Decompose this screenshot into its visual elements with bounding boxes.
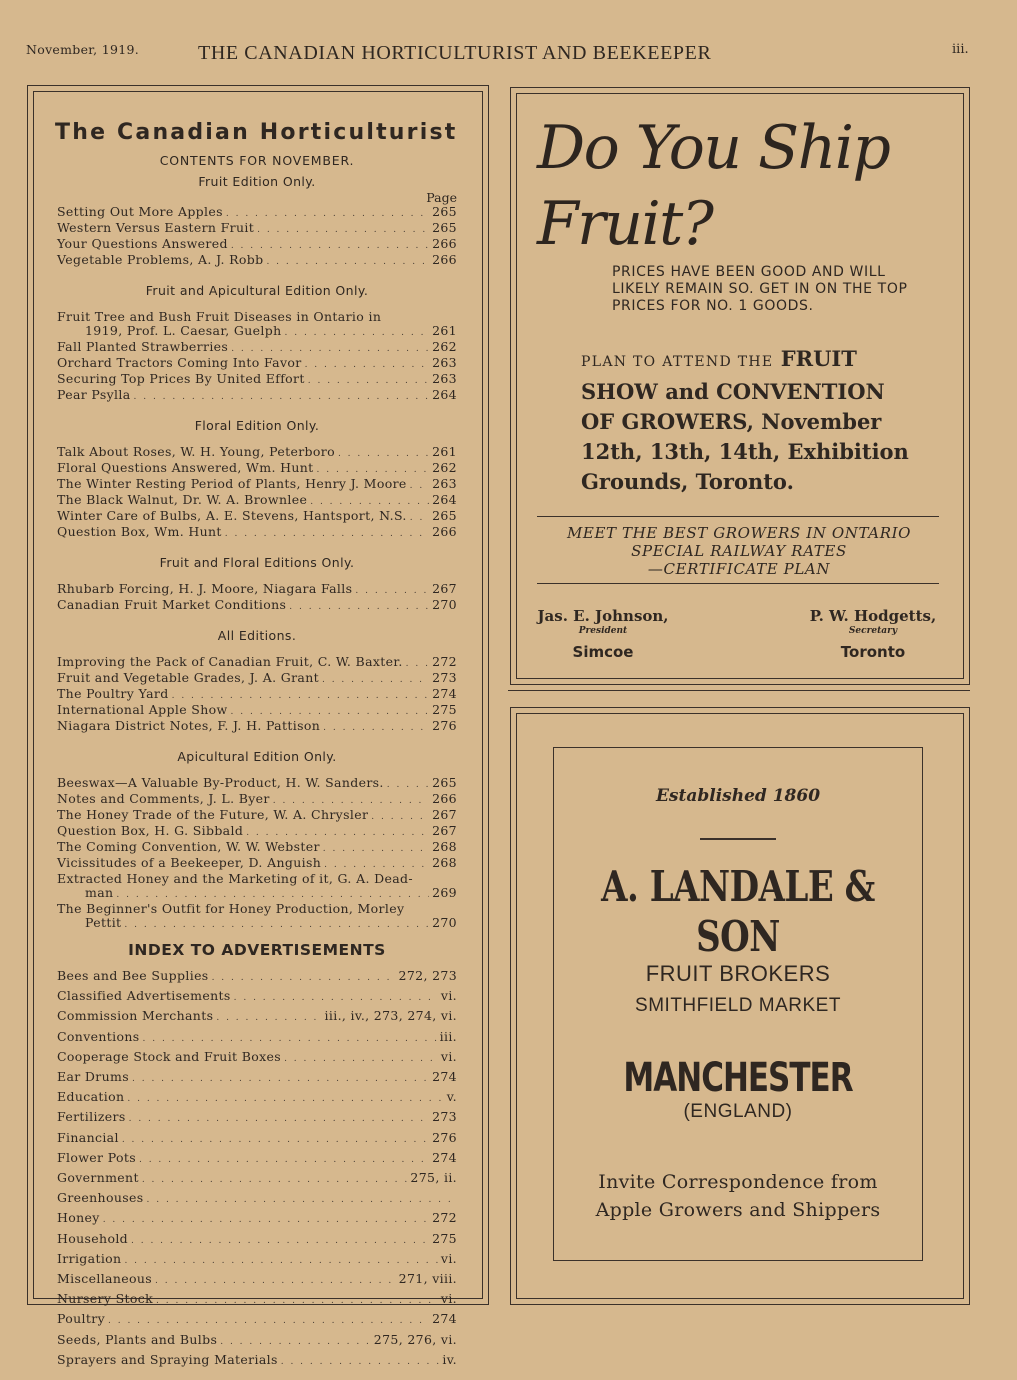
entry-page: 263	[432, 476, 457, 491]
entry-page: vi.	[440, 1291, 457, 1307]
section-heading: Fruit Edition Only.	[198, 174, 316, 189]
entry-page: 263	[432, 355, 457, 370]
entry-page: vi.	[440, 1250, 457, 1266]
secretary-city: Toronto	[840, 643, 906, 661]
contents-entry	[57, 1209, 457, 1229]
contents-entry	[57, 872, 457, 902]
contents-entry	[57, 655, 457, 671]
prices-notice: PRICES HAVE BEEN GOOD AND WILL LIKELY REMAIN SO. GET IN ON THE TOP PRICES FOR NO. 1 GOODS.	[612, 264, 908, 314]
contents-entry	[57, 1048, 457, 1068]
meet-line: SPECIAL RAILWAY RATES	[631, 542, 847, 560]
entry-title: Notes and Comments, J. L. Byer	[57, 791, 270, 806]
entry-title: Orchard Tractors Coming Into Favor	[57, 355, 302, 370]
secretary-name: P. W. Hodgetts,	[809, 607, 937, 625]
leader-dots	[122, 1132, 429, 1149]
leader-dots	[323, 721, 429, 735]
entry-title: Miscellaneous	[57, 1271, 153, 1287]
entry-title: Niagara District Notes, F. J. H. Pattison	[57, 718, 321, 733]
entry-page: 267	[432, 807, 457, 822]
entry-page: 276	[432, 718, 457, 733]
leader-dots	[246, 826, 429, 840]
entry-page: v.	[446, 1089, 457, 1105]
leader-dots	[355, 584, 429, 598]
entry-title: Fruit Tree and Bush Fruit Diseases in Ontario in	[57, 309, 382, 324]
contents-entry	[57, 509, 457, 525]
contents-entry	[57, 1129, 457, 1149]
entry-page: 265	[432, 220, 457, 235]
entry-title: Nursery Stock	[57, 1291, 154, 1307]
leader-dots	[127, 1091, 443, 1108]
entry-page: 262	[432, 460, 457, 475]
entry-title: Winter Care of Bulbs, A. E. Stevens, Hantsport, N.S.	[57, 508, 407, 523]
leader-dots	[305, 358, 430, 372]
contents-entry	[57, 792, 457, 808]
meet-rule-bottom	[537, 583, 939, 584]
entry-page: 266	[432, 252, 457, 267]
entry-title: Extracted Honey and the Marketing of it, G. A. Dead-	[57, 871, 413, 886]
entry-title: Bees and Bee Supplies	[57, 968, 209, 983]
leader-dots	[216, 1010, 321, 1027]
leader-dots	[323, 842, 429, 856]
entry-page: 266	[432, 524, 457, 539]
president-block	[533, 607, 673, 661]
contents-entry	[57, 808, 457, 824]
leader-dots	[308, 374, 429, 388]
contents-entry	[57, 1331, 457, 1351]
entry-title: Canadian Fruit Market Conditions	[57, 597, 287, 612]
president-name: Jas. E. Johnson,	[537, 607, 669, 625]
advertiser-index	[57, 967, 457, 1371]
entry-title: Household	[57, 1230, 129, 1246]
entry-page: 275, 276, vi.	[373, 1331, 457, 1347]
entry-title-cont: man	[85, 885, 114, 900]
leader-dots	[284, 1051, 438, 1068]
leader-dots	[155, 1273, 396, 1290]
contents-entry	[57, 967, 457, 987]
contents-entry	[57, 582, 457, 598]
section-heading: Apicultural Edition Only.	[177, 749, 337, 764]
entry-page: 273	[432, 1109, 457, 1125]
show-announcement	[581, 344, 911, 497]
entry-page: 264	[432, 492, 457, 507]
entry-title: International Apple Show	[57, 702, 228, 717]
contents-entry	[57, 776, 457, 792]
leader-dots	[322, 673, 429, 687]
contents-entry	[57, 1250, 457, 1270]
entry-page: iii.	[439, 1028, 457, 1044]
entry-page: 276	[432, 1129, 457, 1145]
contents-entry	[57, 671, 457, 687]
market-line: SMITHFIELD MARKET	[635, 995, 841, 1016]
contents-entry	[57, 598, 457, 614]
entry-page: 263	[432, 371, 457, 386]
leader-dots	[134, 390, 430, 404]
entry-page: 273	[432, 670, 457, 685]
issue-date: November, 1919.	[26, 42, 140, 57]
president-role: President	[578, 626, 628, 636]
entry-page: iv.	[442, 1351, 457, 1367]
entry-continuation	[57, 886, 457, 902]
contents-entry	[57, 987, 457, 1007]
entry-page: 274	[432, 1069, 457, 1085]
entry-page: 267	[432, 823, 457, 838]
contents-entry	[57, 824, 457, 840]
contents-entry	[57, 205, 457, 221]
contents-entry	[57, 340, 457, 356]
leader-dots	[273, 794, 429, 808]
entry-page: 274	[432, 1149, 457, 1165]
entry-title: Question Box, Wm. Hunt	[57, 524, 222, 539]
entry-page: 262	[432, 339, 457, 354]
contents-entry	[57, 493, 457, 509]
entry-title: Greenhouses	[57, 1190, 144, 1206]
entry-page: iii., iv., 273, 274, vi.	[324, 1008, 457, 1024]
contents-entry	[57, 356, 457, 372]
entry-page: 265	[432, 508, 457, 523]
ad-headline-line1: Do You Ship	[537, 113, 890, 183]
entry-title: Government	[57, 1170, 139, 1186]
contents-entry	[57, 253, 457, 269]
leader-dots	[172, 689, 429, 703]
entry-title: Floral Questions Answered, Wm. Hunt	[57, 460, 314, 475]
firm-city: MANCHESTER	[623, 1054, 853, 1102]
contents-entry	[57, 1068, 457, 1088]
leader-dots	[103, 1212, 429, 1229]
secretary-block	[800, 607, 946, 661]
entry-title: Your Questions Answered	[57, 236, 228, 251]
entry-title: Talk About Roses, W. H. Young, Peterboro	[57, 444, 335, 459]
entry-page: 272	[432, 1210, 457, 1226]
entry-page: 268	[432, 855, 457, 870]
leader-dots	[231, 342, 429, 356]
entry-page: 267	[432, 581, 457, 596]
entry-title: Ear Drums	[57, 1069, 129, 1085]
leader-dots	[226, 207, 429, 221]
leader-dots	[143, 1031, 437, 1048]
entry-page: 266	[432, 791, 457, 806]
entry-title: Question Box, H. G. Sibbald	[57, 823, 244, 838]
entry-continuation	[57, 324, 457, 340]
contents-entry	[57, 1149, 457, 1169]
entry-page: 268	[432, 839, 457, 854]
leader-dots	[410, 511, 429, 525]
president-city: Simcoe	[572, 643, 634, 661]
leader-dots	[289, 600, 429, 614]
meet-line: MEET THE BEST GROWERS IN ONTARIO	[566, 524, 912, 542]
contents-entry	[57, 445, 457, 461]
entry-title: The Beginner's Outfit for Honey Production, Morley	[57, 901, 405, 916]
leader-dots	[108, 1313, 429, 1330]
section-entries	[57, 205, 457, 269]
entry-title: Fall Planted Strawberries	[57, 339, 229, 354]
contents-entry	[57, 372, 457, 388]
leader-dots	[156, 1293, 438, 1310]
invite-line: Invite Correspondence from	[598, 1171, 878, 1193]
contents-entry	[57, 1088, 457, 1108]
contents-entry	[57, 1230, 457, 1250]
contents-entry	[57, 840, 457, 856]
entry-page: 269	[432, 885, 457, 900]
leader-dots	[234, 990, 438, 1007]
leader-dots	[231, 705, 430, 719]
table-of-contents	[57, 120, 457, 1371]
leader-dots	[124, 1253, 437, 1270]
entry-title: Flower Pots	[57, 1149, 136, 1165]
leader-dots	[139, 1152, 429, 1169]
established-rule	[700, 838, 776, 840]
leader-dots	[310, 495, 429, 509]
plan-details: FRUIT SHOW and CONVENTION OF GROWERS, November 12th, 13th, 14th, Exhibition Grounds, Toronto.	[581, 346, 909, 494]
entry-title: Beeswax—A Valuable By-Product, H. W. Sanders.	[57, 775, 384, 790]
entry-page: 275	[432, 702, 457, 717]
contents-entry	[57, 856, 457, 872]
leader-dots	[371, 810, 429, 824]
contents-entry	[57, 461, 457, 477]
contents-entry	[57, 477, 457, 493]
entry-page: 275	[432, 1230, 457, 1246]
section-heading: Fruit and Floral Editions Only.	[159, 555, 355, 570]
page-column-label: Page	[426, 190, 457, 205]
entry-page: vi.	[440, 988, 457, 1004]
entry-title: Setting Out More Apples	[57, 204, 223, 219]
entry-page: 274	[432, 686, 457, 701]
section-heading: Fruit and Apicultural Edition Only.	[145, 283, 369, 298]
leader-dots	[147, 1192, 454, 1209]
leader-dots	[132, 1071, 429, 1088]
entry-page: 272	[432, 654, 457, 669]
contents-entry	[57, 687, 457, 703]
entry-title: Conventions	[57, 1028, 140, 1044]
entry-page: 264	[432, 387, 457, 402]
entry-title: Fruit and Vegetable Grades, J. A. Grant	[57, 670, 319, 685]
entry-title-cont: Pettit	[85, 915, 122, 930]
leader-dots	[281, 1354, 440, 1371]
entry-title: The Honey Trade of the Future, W. A. Chrysler	[57, 807, 369, 822]
plan-lead: PLAN TO ATTEND THE	[581, 354, 774, 370]
contents-entry	[57, 1189, 457, 1209]
entry-title: Education	[57, 1089, 125, 1105]
contents-entry	[57, 237, 457, 253]
entry-page: 261	[432, 444, 457, 459]
leader-dots	[410, 479, 429, 493]
journal-title: THE CANADIAN HORTICULTURIST AND BEEKEEPER	[198, 42, 712, 64]
entry-page: 271, viii.	[398, 1271, 457, 1287]
firm-name: A. LANDALE & SON	[601, 862, 875, 962]
contents-entry	[57, 1028, 457, 1048]
leader-dots	[220, 1334, 371, 1351]
contents-entry	[57, 1290, 457, 1310]
leader-dots	[257, 223, 429, 237]
leader-dots	[317, 463, 430, 477]
index-heading: INDEX TO ADVERTISEMENTS	[128, 941, 386, 959]
leader-dots	[142, 1172, 408, 1189]
entry-page: 274	[432, 1311, 457, 1327]
entry-title: Classified Advertisements	[57, 988, 231, 1004]
entry-title: Irrigation	[57, 1250, 122, 1266]
contents-entry	[57, 1108, 457, 1128]
secretary-role: Secretary	[848, 626, 898, 636]
leader-dots	[406, 657, 429, 671]
leader-dots	[225, 527, 429, 541]
entry-page: 270	[432, 915, 457, 930]
contents-entry	[57, 1169, 457, 1189]
broker-lines	[554, 958, 922, 1022]
entry-title: Sprayers and Spraying Materials	[57, 1351, 278, 1367]
contents-entry	[57, 1351, 457, 1371]
contents-entry	[57, 525, 457, 541]
meet-notice	[537, 524, 941, 578]
contents-entry	[57, 1270, 457, 1290]
entry-title-cont: 1919, Prof. L. Caesar, Guelph	[85, 323, 282, 338]
entry-title: The Coming Convention, W. W. Webster	[57, 839, 320, 854]
section-heading: Floral Edition Only.	[194, 418, 320, 433]
entry-page: 265	[432, 204, 457, 219]
meet-line: —CERTIFICATE PLAN	[647, 560, 831, 578]
entry-title: Honey	[57, 1210, 100, 1226]
entry-title: Vicissitudes of a Beekeeper, D. Anguish	[57, 855, 322, 870]
entry-title: Cooperage Stock and Fruit Boxes	[57, 1048, 282, 1064]
entry-continuation	[57, 916, 457, 932]
entry-title: Securing Top Prices By United Effort	[57, 371, 305, 386]
leader-dots	[338, 447, 429, 461]
broker-line: FRUIT BROKERS	[645, 961, 831, 986]
entry-page: 261	[432, 323, 457, 338]
entry-title: Financial	[57, 1129, 119, 1145]
entry-title: Pear Psylla	[57, 387, 131, 402]
entry-page: 265	[432, 775, 457, 790]
entry-page: 272, 273	[398, 968, 457, 983]
section-heading: All Editions.	[217, 628, 297, 643]
contents-entry	[57, 388, 457, 404]
contents-sections	[57, 174, 457, 932]
entry-page: 266	[432, 236, 457, 251]
leader-dots	[231, 239, 429, 253]
section-entries	[57, 776, 457, 932]
entry-title: Commission Merchants	[57, 1008, 214, 1024]
section-entries	[57, 310, 457, 404]
entry-title: Western Versus Eastern Fruit	[57, 220, 255, 235]
meet-rule-top	[537, 516, 939, 517]
page-number: iii.	[952, 42, 969, 57]
contents-heading: CONTENTS FOR NOVEMBER.	[159, 153, 355, 168]
invite-text	[554, 1168, 922, 1224]
contents-entry	[57, 902, 457, 932]
entry-title: Poultry	[57, 1311, 105, 1327]
leader-dots	[124, 918, 429, 932]
leader-dots	[266, 255, 429, 269]
contents-entry	[57, 1007, 457, 1027]
leader-dots	[387, 778, 429, 792]
contents-entry	[57, 703, 457, 719]
leader-dots	[212, 970, 396, 987]
invite-line: Apple Growers and Shippers	[595, 1199, 881, 1221]
contents-entry	[57, 1310, 457, 1330]
leader-dots	[324, 858, 429, 872]
leader-dots	[131, 1233, 429, 1250]
entry-page: 270	[432, 597, 457, 612]
contents-entry	[57, 221, 457, 237]
established-line: Established 1860	[655, 786, 821, 806]
magazine-title: The Canadian Horticulturist	[55, 120, 458, 145]
entry-page: 275, ii.	[410, 1170, 457, 1186]
entry-title: Seeds, Plants and Bulbs	[57, 1331, 218, 1347]
contents-entry	[57, 719, 457, 735]
entry-title: Improving the Pack of Canadian Fruit, C. W. Baxter.	[57, 654, 403, 669]
ad-headline	[537, 110, 889, 262]
entry-page: vi.	[440, 1048, 457, 1064]
leader-dots	[129, 1111, 429, 1128]
firm-country: (ENGLAND)	[683, 1101, 793, 1122]
section-entries	[57, 655, 457, 735]
section-entries	[57, 582, 457, 614]
ad-headline-line2: Fruit?	[537, 189, 713, 259]
section-entries	[57, 445, 457, 541]
entry-title: Fertilizers	[57, 1109, 126, 1125]
entry-title: The Black Walnut, Dr. W. A. Brownlee	[57, 492, 308, 507]
leader-dots	[116, 888, 429, 902]
entry-title: Vegetable Problems, A. J. Robb	[57, 252, 264, 267]
entry-title: The Poultry Yard	[57, 686, 169, 701]
leader-dots	[285, 326, 430, 340]
contents-entry	[57, 310, 457, 340]
entry-title: Rhubarb Forcing, H. J. Moore, Niagara Falls	[57, 581, 353, 596]
entry-title: The Winter Resting Period of Plants, Henry J. Moore	[57, 476, 407, 491]
ad-separator	[508, 690, 970, 691]
